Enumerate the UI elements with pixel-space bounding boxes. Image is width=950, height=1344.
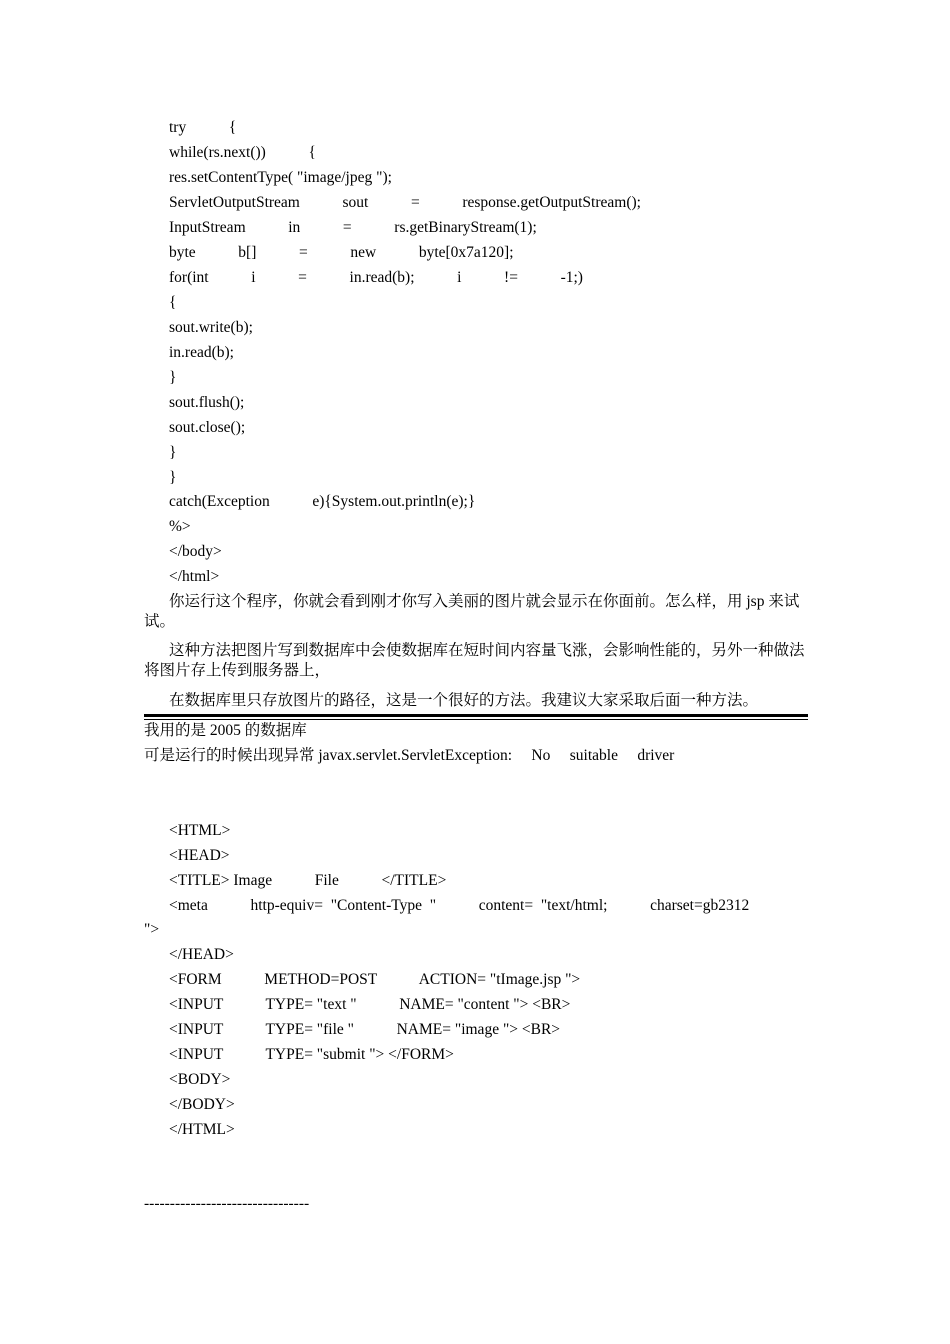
code-line: byte b[] = new byte[0x7a120];: [169, 244, 514, 261]
code-line: }: [169, 469, 177, 486]
code-line: </BODY>: [169, 1096, 235, 1113]
code-line: <FORM METHOD=POST ACTION= "tImage.jsp ">: [169, 971, 581, 988]
code-line: <INPUT TYPE= "text " NAME= "content "> <BR>: [169, 996, 571, 1013]
code-line: [169, 896, 808, 916]
code-line: </HEAD>: [169, 946, 234, 963]
code-line-text: <meta http-equiv= "Content-Type " content= "text/html; charset=gb2312: [169, 897, 750, 914]
code-line: %>: [169, 518, 191, 535]
code-line: for(int i = in.read(b); i != -1;): [169, 269, 583, 286]
reply-line: 我用的是 2005 的数据库: [144, 722, 307, 739]
code-line: </HTML>: [169, 1121, 235, 1138]
code-line: </body>: [169, 543, 222, 560]
section-divider: [144, 719, 808, 720]
section-divider: [144, 714, 808, 717]
code-line: <HEAD>: [169, 847, 230, 864]
code-line: <TITLE> Image File </TITLE>: [169, 872, 447, 889]
code-line: <HTML>: [169, 822, 231, 839]
code-line: ServletOutputStream sout = response.getOutputStream();: [169, 194, 641, 211]
paragraph: 在数据库里只存放图片的路径，这是一个很好的方法。我建议大家采取后面一种方法。: [169, 692, 759, 709]
paragraph: 这种方法把图片写到数据库中会使数据库在短时间内容量飞涨，会影响性能的，另外一种做法将图片存上传到服务器上，: [144, 642, 805, 679]
code-line: in.read(b);: [169, 344, 234, 361]
code-line: sout.write(b);: [169, 319, 253, 336]
code-line: <INPUT TYPE= "submit "> </FORM>: [169, 1046, 454, 1063]
code-line: ">: [144, 921, 160, 938]
dash-separator: --------------------------------: [144, 1195, 310, 1212]
code-line: try {: [169, 119, 237, 136]
code-line: <INPUT TYPE= "file " NAME= "image "> <BR>: [169, 1021, 561, 1038]
code-line: while(rs.next()) {: [169, 144, 316, 161]
paragraph: 你运行这个程序，你就会看到刚才你写入美丽的图片就会显示在你面前。怎么样，用 jsp 来试试。: [144, 593, 800, 630]
code-line: </html>: [169, 568, 220, 585]
code-line: InputStream in = rs.getBinaryStream(1);: [169, 219, 537, 236]
code-line: }: [169, 444, 177, 461]
code-line: res.setContentType( "image/jpeg ");: [169, 169, 392, 186]
code-line: sout.flush();: [169, 394, 245, 411]
reply-line: 可是运行的时候出现异常 javax.servlet.ServletException: No suitable driver: [144, 747, 675, 764]
code-line: }: [169, 369, 177, 386]
code-line: catch(Exception e){System.out.println(e);}: [169, 493, 476, 510]
code-line: {: [169, 294, 177, 311]
code-line: <BODY>: [169, 1071, 231, 1088]
code-line: sout.close();: [169, 419, 246, 436]
